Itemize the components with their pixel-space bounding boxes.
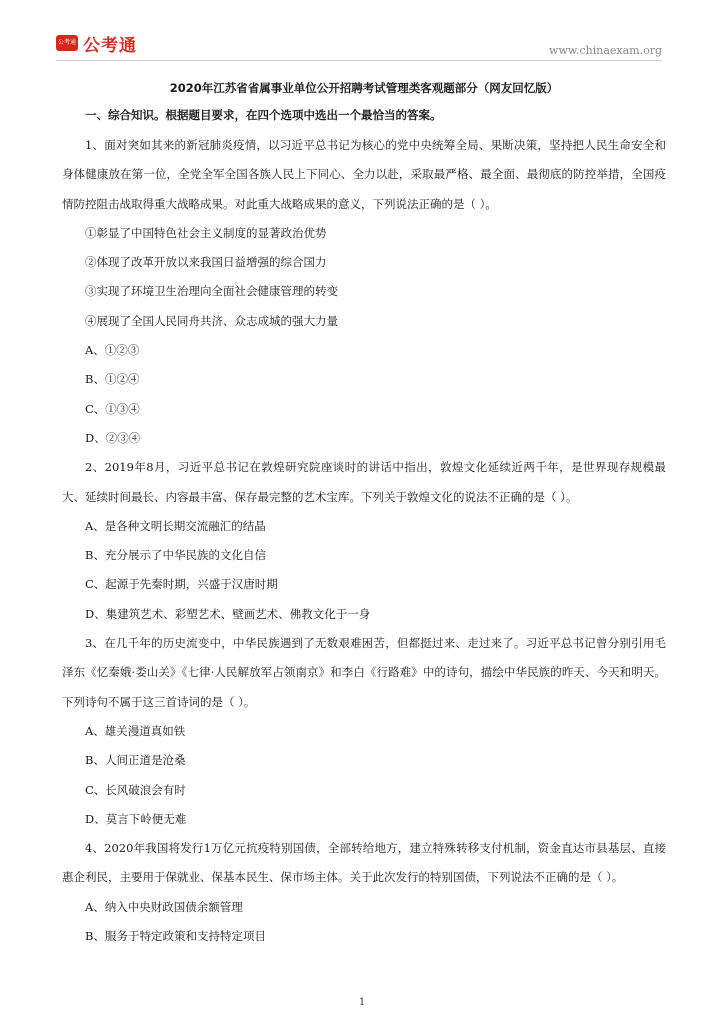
statement-item: ③实现了环境卫生治理向全面社会健康管理的转变	[85, 284, 338, 299]
question-2	[62, 453, 666, 629]
option-c: C、①③④	[85, 401, 140, 416]
document-title: 2020年江苏省省属事业单位公开招聘考试管理类客观题部分（网友回忆版）	[169, 81, 559, 95]
question-1	[62, 131, 666, 453]
option-d: D、莫言下岭便无难	[85, 811, 187, 826]
statement-item: ①彰显了中国特色社会主义制度的显著政治优势	[85, 225, 327, 240]
question-stem: 3、在几千年的历史流变中，中华民族遇到了无数艰难困苦，但都挺过来、走过来了。习近平总书记曾分别引用毛泽东《忆秦娥·娄山关》《七律·人民解放军占领南京》和李白《行路难》中的诗句，描绘中华民族的昨天、今天和明天。下列诗句不属于这三首诗词的是（ ）。	[62, 636, 666, 709]
brand-logo-badge: 公考通	[56, 35, 78, 51]
question-4	[62, 834, 666, 951]
brand-logo-text: 公考通	[83, 36, 137, 56]
question-stem: 2、2019年8月，习近平总书记在敦煌研究院座谈时的讲话中指出，敦煌文化延续近两千年，是世界现存规模最大、延续时间最长、内容最丰富、保存最完整的艺术宝库。下列关于敦煌文化的说法不正确的是（ ）。	[62, 460, 666, 504]
option-b: B、充分展示了中华民族的文化自信	[85, 548, 266, 563]
statement-item: ②体现了改革开放以来我国日益增强的综合国力	[85, 255, 327, 270]
site-url[interactable]: www.chinaexam.org	[549, 44, 662, 57]
option-b: B、①②④	[85, 372, 140, 387]
section-heading: 一、综合知识。根据题目要求，在四个选项中选出一个最恰当的答案。	[85, 108, 442, 122]
page-header	[0, 0, 724, 62]
option-c: C、起源于先秦时期，兴盛于汉唐时期	[85, 577, 278, 592]
option-d: D、②③④	[85, 430, 141, 445]
question-stem: 1、面对突如其来的新冠肺炎疫情，以习近平总书记为核心的党中央统筹全局、果断决策，坚持把人民生命安全和身体健康放在第一位，全党全军全国各族人民上下同心、全力以赴，采取最严格、最全面、最彻底的防控举措，全国疫情防控阻击战取得重大战略成果。对此重大战略成果的意义，下列说法正确的是（ ）。	[62, 138, 666, 211]
option-d: D、集建筑艺术、彩塑艺术、壁画艺术、佛教文化于一身	[85, 606, 371, 621]
option-a: A、纳入中央财政国债余额管理	[85, 899, 243, 914]
option-b: B、服务于特定政策和支持特定项目	[85, 929, 266, 944]
page-number: 1	[358, 997, 366, 1008]
option-c: C、长风破浪会有时	[85, 782, 186, 797]
statement-item: ④展现了全国人民同舟共济、众志成城的强大力量	[85, 313, 338, 328]
header-divider	[56, 60, 662, 61]
question-3	[62, 629, 666, 834]
option-a: A、①②③	[85, 343, 140, 358]
option-a: A、雄关漫道真如铁	[85, 723, 186, 738]
option-a: A、是各种文明长期交流融汇的结晶	[85, 518, 266, 533]
question-stem: 4、2020年我国将发行1万亿元抗疫特别国债，全部转给地方，建立特殊转移支付机制，资金直达市县基层、直接惠企利民，主要用于保就业、保基本民生、保市场主体。关于此次发行的特别国债，下列说法不正确的是（ ）。	[62, 841, 666, 885]
document-body	[62, 76, 666, 951]
option-b: B、人间正道是沧桑	[85, 753, 186, 768]
